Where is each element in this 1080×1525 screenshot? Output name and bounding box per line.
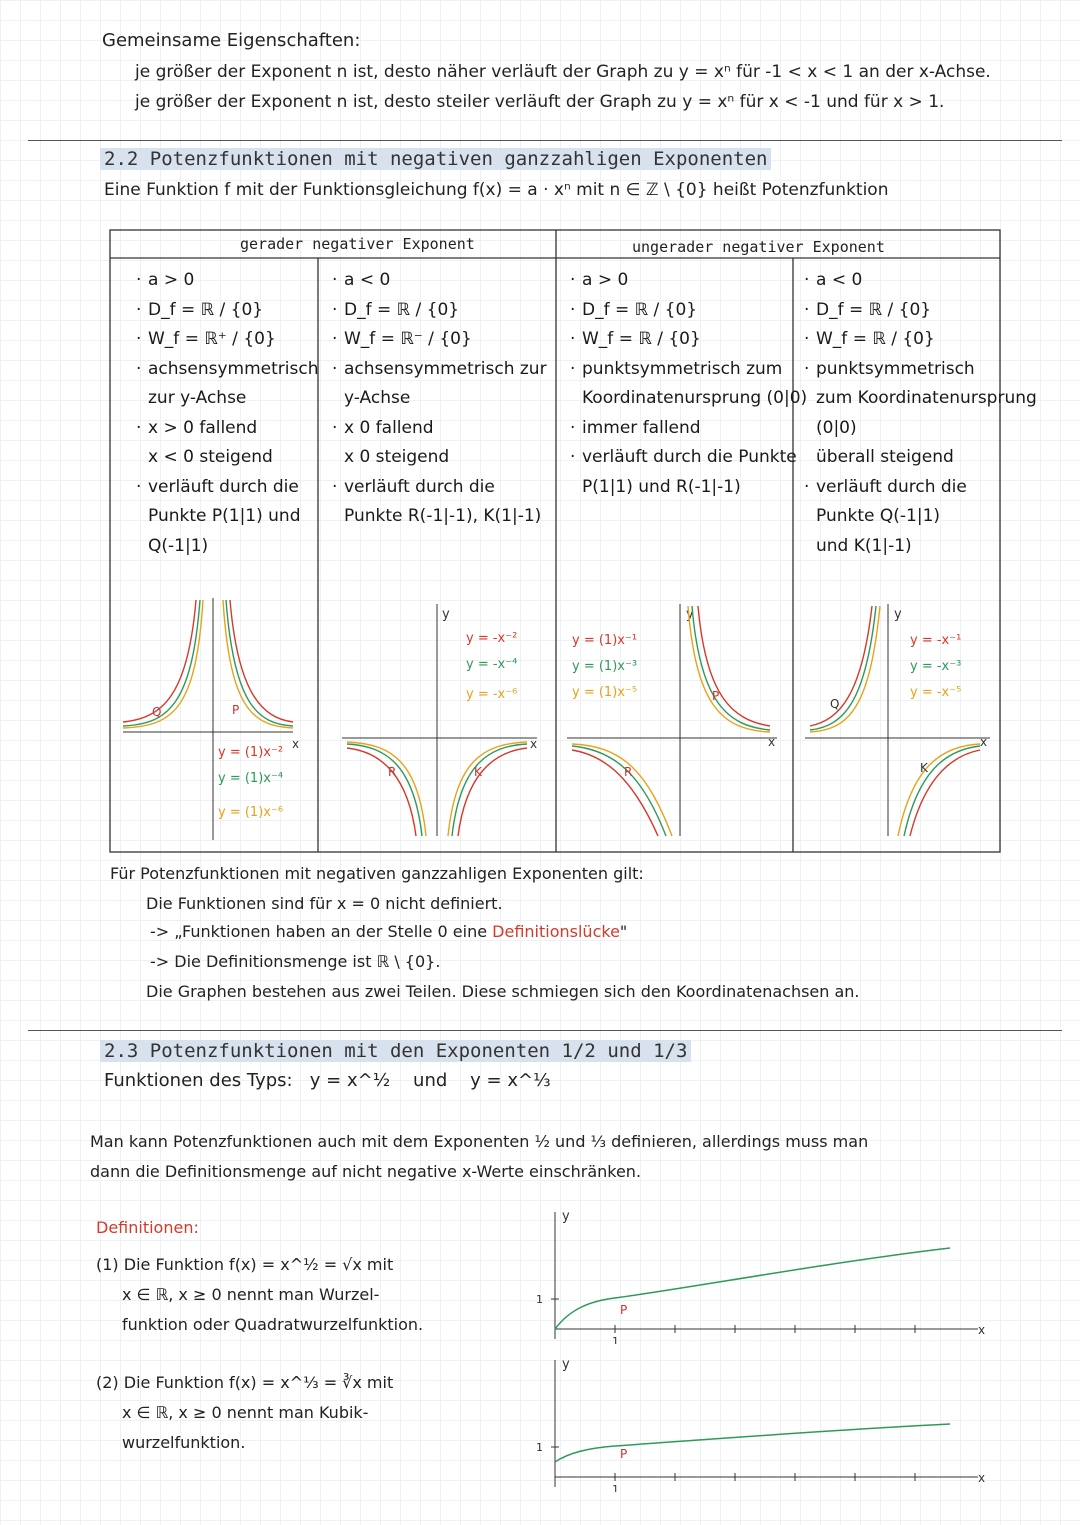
axis-label-x: x	[978, 1471, 986, 1485]
graph-label: y = -x⁻²	[466, 631, 518, 646]
axis-label-x: x	[530, 737, 538, 751]
point-label-k: K	[920, 761, 928, 775]
axis-label-y: y	[562, 1357, 570, 1372]
graph-label: y = -x⁻³	[910, 659, 962, 674]
point-label-p: P	[232, 703, 240, 717]
graph-label: y = (1)x⁻⁴	[218, 771, 284, 786]
graph-even-positive	[118, 590, 313, 845]
header-even: gerader negativer Exponent	[240, 235, 475, 253]
axis-label-y: y	[894, 607, 902, 622]
column-1-properties: · a > 0 · D_f = ℝ / {0} · W_f = ℝ⁺ / {0} · achsensymmetrisch zur y-Achse · x > 0 fallend x < 0 steigend · verläuft durch die Punkte P(1|1) und Q(-1|1)	[148, 266, 318, 561]
graph-odd-negative	[800, 596, 995, 846]
point-label-r: R	[624, 765, 633, 779]
column-2-properties: · a < 0 · D_f = ℝ / {0} · W_f = ℝ⁻ / {0} · achsensymmetrisch zur y-Achse · x 0 fallend x 0 steigend · verläuft durch die Punkte R(-1|-1), K(1|-1)	[344, 266, 547, 532]
graph-odd-positive	[562, 596, 788, 846]
section-heading-2-2: 2.2 Potenzfunktionen mit negativen ganzzahligen Exponenten	[100, 148, 771, 170]
tick-label-x: 1	[612, 1483, 619, 1492]
graph-label: y = -x⁻⁶	[466, 687, 518, 702]
graph-label: y = (1)x⁻³	[572, 659, 638, 674]
point-label-q: Q	[830, 697, 840, 711]
graph-label: y = (1)x⁻²	[218, 745, 284, 760]
definition-2: (2) Die Funktion f(x) = x^⅓ = ∛x mit x ∈ ℝ, x ≥ 0 nennt man Kubik- wurzelfunktion.	[96, 1373, 394, 1452]
axis-label-x: x	[980, 735, 988, 749]
intro-line-1: Man kann Potenzfunktionen auch mit dem Exponenten ½ und ⅓ definieren, allerdings muss man	[90, 1132, 869, 1151]
axis-label-y: y	[686, 607, 694, 622]
section-heading-2-3: 2.3 Potenzfunktionen mit den Exponenten 1/2 und 1/3	[100, 1040, 691, 1062]
axis-label-x: x	[292, 737, 300, 751]
axis-label-x: x	[768, 735, 776, 749]
graph-label: y = -x⁻⁵	[910, 685, 962, 700]
graph-even-negative	[332, 596, 547, 846]
graph-square-root	[530, 1204, 990, 1344]
tick-label-y: 1	[536, 1441, 543, 1454]
point-label-p: P	[620, 1303, 628, 1317]
axis-label-x: x	[978, 1323, 986, 1337]
summary-line-4: Die Graphen bestehen aus zwei Teilen. Diese schmiegen sich den Koordinatenachsen an.	[146, 982, 860, 1001]
tick-label-x: 1	[612, 1335, 619, 1344]
section-title-properties: Gemeinsame Eigenschaften:	[102, 30, 361, 51]
function-types: Funktionen des Typs: y = x^½ und y = x^⅓	[104, 1070, 551, 1091]
point-label-k: K	[474, 765, 482, 779]
definitions-title: Definitionen:	[96, 1218, 199, 1237]
graph-label: y = (1)x⁻⁵	[572, 685, 638, 700]
column-3-properties: · a > 0 · D_f = ℝ / {0} · W_f = ℝ / {0} · punktsymmetrisch zum Koordinatenursprung (0|0) · immer fallend · verläuft durch die Punkte P(1|1) und R(-1|-1)	[582, 266, 807, 502]
graph-label: y = (1)x⁻¹	[572, 633, 638, 648]
divider	[28, 1030, 1062, 1031]
intro-line-2: dann die Definitionsmenge auf nicht negative x-Werte einschränken.	[90, 1162, 642, 1181]
point-label-p: P	[620, 1447, 628, 1461]
graph-label: y = -x⁻¹	[910, 633, 962, 648]
summary-title: Für Potenzfunktionen mit negativen ganzzahligen Exponenten gilt:	[110, 864, 644, 883]
graph-label: y = -x⁻⁴	[466, 657, 518, 672]
summary-line-2: -> „Funktionen haben an der Stelle 0 eine Definitionslücke"	[150, 922, 628, 941]
header-odd: ungerader negativer Exponent	[632, 238, 885, 256]
column-4-properties: · a < 0 · D_f = ℝ / {0} · W_f = ℝ / {0} · punktsymmetrisch zum Koordinatenursprung (0|0) überall steigend · verläuft durch die Punkte Q(-1|1) und K(1|-1)	[816, 266, 1037, 561]
tick-label-y: 1	[536, 1293, 543, 1306]
point-label-p: P	[712, 689, 720, 703]
definition-1: (1) Die Funktion f(x) = x^½ = √x mit x ∈ ℝ, x ≥ 0 nennt man Wurzel- funktion oder Quadratwurzelfunktion.	[96, 1255, 424, 1334]
property-line-2: je größer der Exponent n ist, desto steiler verläuft der Graph zu y = xⁿ für x < -1 und für x > 1.	[135, 92, 945, 112]
graph-label: y = (1)x⁻⁶	[218, 805, 284, 820]
definitionsluecke-highlight: Definitionslücke	[492, 922, 620, 941]
summary-line-1: Die Funktionen sind für x = 0 nicht definiert.	[146, 894, 503, 913]
point-label-q: Q	[152, 705, 162, 719]
graph-cube-root	[530, 1352, 990, 1492]
axis-label-y: y	[442, 607, 450, 622]
axis-label-y: y	[562, 1209, 570, 1224]
property-line-1: je größer der Exponent n ist, desto näher verläuft der Graph zu y = xⁿ für -1 < x < 1 an der x-Achse.	[135, 62, 991, 82]
point-label-r: R	[388, 765, 397, 779]
summary-line-3: -> Die Definitionsmenge ist ℝ \ {0}.	[150, 952, 441, 971]
definition-2-2: Eine Funktion f mit der Funktionsgleichung f(x) = a · xⁿ mit n ∈ ℤ \ {0} heißt Potenzfunktion	[104, 180, 889, 200]
